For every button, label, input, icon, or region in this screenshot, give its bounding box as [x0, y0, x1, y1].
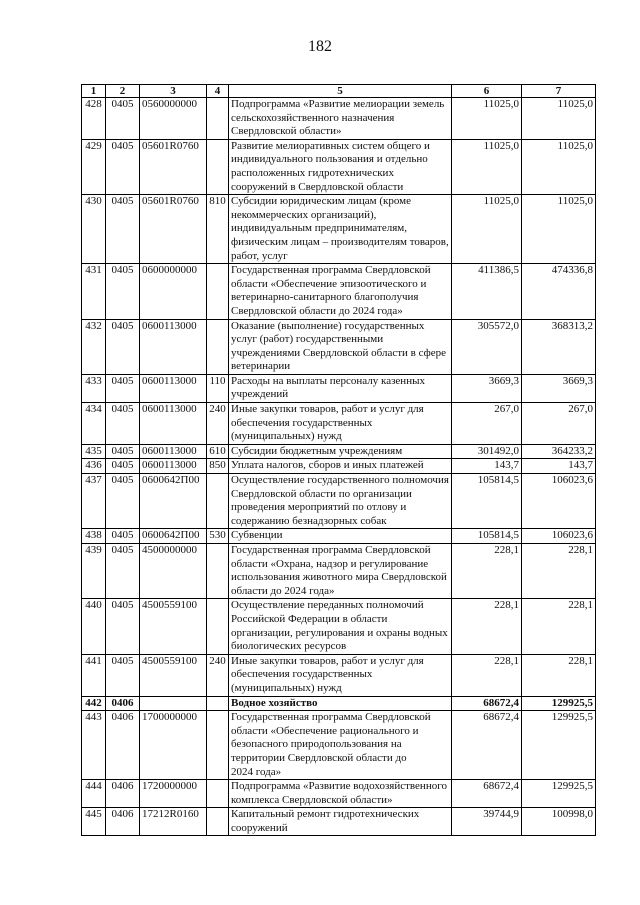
item-name-line: Уплата налогов, сборов и иных платежей — [231, 459, 424, 472]
table-row — [82, 808, 596, 836]
item-name-line: учреждений — [231, 388, 289, 401]
table-row — [82, 599, 596, 654]
row-number: 433 — [82, 374, 106, 402]
table-row — [82, 654, 596, 696]
expense-kind-code — [207, 711, 229, 780]
item-name-line: Субсидии бюджетным учреждениям — [231, 444, 403, 457]
item-name — [229, 459, 452, 474]
column-header: 7 — [522, 85, 596, 98]
target-article-code: 0600113000 — [140, 459, 207, 474]
item-name-line: физическим лицам – производителям товаров, — [231, 235, 449, 248]
column-header: 2 — [106, 85, 140, 98]
row-number: 440 — [82, 599, 106, 654]
column-header: 3 — [140, 85, 207, 98]
section-code: 0406 — [106, 780, 140, 808]
item-name-line: Субсидии юридическим лицам (кроме — [231, 195, 412, 208]
item-name-line: Государственная программа Свердловской — [231, 264, 431, 277]
expense-kind-code — [207, 808, 229, 836]
target-article-code: 4500559100 — [140, 654, 207, 696]
item-name-line: Государственная программа Свердловской — [231, 711, 431, 724]
item-name-line: биологических ресурсов — [231, 640, 347, 653]
amount-year-2: 106023,6 — [522, 529, 596, 544]
amount-year-2: 228,1 — [522, 654, 596, 696]
item-name-line: Российской Федерации в области — [231, 612, 388, 625]
table-row — [82, 319, 596, 374]
target-article-code: 0600113000 — [140, 374, 207, 402]
section-code: 0405 — [106, 459, 140, 474]
expense-kind-code — [207, 474, 229, 529]
expense-kind-code — [207, 98, 229, 140]
item-name — [229, 319, 452, 374]
amount-year-1: 68672,4 — [452, 696, 522, 711]
item-name-line: сооружений в Свердловской области — [231, 180, 404, 193]
table-row — [82, 195, 596, 264]
amount-year-1: 228,1 — [452, 599, 522, 654]
item-name-line: Подпрограмма «Развитие мелиорации земель — [231, 98, 445, 110]
item-name — [229, 444, 452, 459]
table-row — [82, 696, 596, 711]
amount-year-2: 11025,0 — [522, 98, 596, 140]
row-number: 438 — [82, 529, 106, 544]
amount-year-2: 3669,3 — [522, 374, 596, 402]
item-name-line: сооружений — [231, 821, 288, 834]
expense-kind-code: 610 — [207, 444, 229, 459]
item-name-line: (муниципальных) нужд — [231, 430, 342, 443]
item-name-line: 2024 года» — [231, 765, 282, 778]
item-name-line: проведения мероприятий по отлову и — [231, 501, 407, 514]
table-row — [82, 264, 596, 319]
table-row — [82, 544, 596, 599]
item-name — [229, 195, 452, 264]
expense-kind-code — [207, 139, 229, 194]
amount-year-1: 11025,0 — [452, 98, 522, 140]
amount-year-2: 228,1 — [522, 599, 596, 654]
item-name-line: области «Обеспечение рационального и — [231, 724, 419, 737]
row-number: 439 — [82, 544, 106, 599]
amount-year-2: 368313,2 — [522, 319, 596, 374]
item-name-line: Водное хозяйство — [231, 696, 318, 709]
expense-kind-code: 240 — [207, 403, 229, 445]
expense-kind-code — [207, 544, 229, 599]
table-row — [82, 374, 596, 402]
target-article-code: 0600642П00 — [140, 474, 207, 529]
expense-kind-code: 110 — [207, 374, 229, 402]
row-number: 435 — [82, 444, 106, 459]
table-row — [82, 474, 596, 529]
item-name-line: Подпрограмма «Развитие водохозяйственного — [231, 780, 447, 793]
column-header: 1 — [82, 85, 106, 98]
amount-year-1: 411386,5 — [452, 264, 522, 319]
amount-year-1: 68672,4 — [452, 711, 522, 780]
target-article-code — [140, 696, 207, 711]
amount-year-1: 305572,0 — [452, 319, 522, 374]
expense-kind-code — [207, 319, 229, 374]
item-name — [229, 599, 452, 654]
section-code: 0405 — [106, 474, 140, 529]
item-name-line: Оказание (выполнение) государственных — [231, 319, 425, 332]
row-number: 432 — [82, 319, 106, 374]
target-article-code: 1720000000 — [140, 780, 207, 808]
section-code: 0405 — [106, 319, 140, 374]
item-name — [229, 403, 452, 445]
expense-kind-code — [207, 696, 229, 711]
row-number: 445 — [82, 808, 106, 836]
amount-year-1: 39744,9 — [452, 808, 522, 836]
amount-year-2: 100998,0 — [522, 808, 596, 836]
amount-year-1: 3669,3 — [452, 374, 522, 402]
item-name-line: услуг (работ) государственными — [231, 333, 384, 346]
section-code: 0405 — [106, 374, 140, 402]
item-name-line: использования животного мира Свердловской — [231, 571, 447, 584]
section-code: 0405 — [106, 599, 140, 654]
expense-kind-code — [207, 264, 229, 319]
amount-year-2: 129925,5 — [522, 696, 596, 711]
item-name-line: Иные закупки товаров, работ и услуг для — [231, 403, 424, 416]
item-name — [229, 711, 452, 780]
amount-year-1: 228,1 — [452, 654, 522, 696]
section-code: 0406 — [106, 711, 140, 780]
amount-year-2: 11025,0 — [522, 139, 596, 194]
item-name-line: обеспечения государственных — [231, 416, 373, 429]
target-article-code: 0600113000 — [140, 319, 207, 374]
row-number: 428 — [82, 98, 106, 140]
amount-year-2: 143,7 — [522, 459, 596, 474]
row-number: 444 — [82, 780, 106, 808]
table-row — [82, 459, 596, 474]
expense-kind-code: 810 — [207, 195, 229, 264]
item-name — [229, 654, 452, 696]
target-article-code: 0600113000 — [140, 403, 207, 445]
row-number: 443 — [82, 711, 106, 780]
item-name-line: Субвенции — [231, 529, 283, 542]
section-code: 0405 — [106, 98, 140, 140]
table-row — [82, 403, 596, 445]
section-code: 0406 — [106, 808, 140, 836]
amount-year-1: 105814,5 — [452, 474, 522, 529]
section-code: 0405 — [106, 195, 140, 264]
item-name-line: ветеринарно-санитарного благополучия — [231, 291, 419, 304]
item-name — [229, 529, 452, 544]
expense-kind-code: 530 — [207, 529, 229, 544]
item-name-line: обеспечения государственных — [231, 668, 373, 681]
amount-year-1: 301492,0 — [452, 444, 522, 459]
section-code: 0405 — [106, 544, 140, 599]
item-name-line: расположенных гидротехнических — [231, 166, 394, 179]
item-name-line: Осуществление переданных полномочий — [231, 599, 424, 612]
item-name-line: безопасного природопользования на — [231, 738, 402, 751]
item-name-line: области «Охрана, надзор и регулирование — [231, 557, 429, 570]
item-name-line: (муниципальных) нужд — [231, 681, 342, 694]
item-name-line: Развитие мелиоративных систем общего и — [231, 139, 430, 152]
item-name-line: Капитальный ремонт гидротехнических — [231, 808, 420, 821]
item-name-line: Осуществление государственного полномочия — [231, 474, 449, 487]
section-code: 0405 — [106, 529, 140, 544]
amount-year-1: 143,7 — [452, 459, 522, 474]
table-row — [82, 780, 596, 808]
section-code: 0406 — [106, 696, 140, 711]
amount-year-1: 228,1 — [452, 544, 522, 599]
expense-kind-code: 240 — [207, 654, 229, 696]
item-name-line: ветеринарии — [231, 360, 291, 373]
item-name-line: учреждениями Свердловской области в сфере — [231, 346, 447, 359]
item-name-line: территории Свердловской области до — [231, 751, 407, 764]
row-number: 429 — [82, 139, 106, 194]
target-article-code: 17212R0160 — [140, 808, 207, 836]
item-name-line: сельскохозяйственного назначения — [231, 111, 395, 124]
item-name-line: комплекса Свердловской области» — [231, 793, 393, 806]
column-header: 4 — [207, 85, 229, 98]
item-name — [229, 696, 452, 711]
item-name-line: некоммерческих организаций), — [231, 208, 377, 221]
item-name-line: работ, услуг — [231, 249, 288, 262]
amount-year-2: 106023,6 — [522, 474, 596, 529]
row-number: 441 — [82, 654, 106, 696]
target-article-code: 1700000000 — [140, 711, 207, 780]
section-code: 0405 — [106, 654, 140, 696]
target-article-code: 4500000000 — [140, 544, 207, 599]
amount-year-2: 11025,0 — [522, 195, 596, 264]
amount-year-1: 11025,0 — [452, 139, 522, 194]
table-row — [82, 444, 596, 459]
section-code: 0405 — [106, 444, 140, 459]
item-name — [229, 264, 452, 319]
table-row — [82, 98, 596, 140]
row-number: 442 — [82, 696, 106, 711]
amount-year-1: 68672,4 — [452, 780, 522, 808]
row-number: 431 — [82, 264, 106, 319]
amount-year-1: 105814,5 — [452, 529, 522, 544]
page-number: 182 — [308, 38, 332, 55]
column-header: 6 — [452, 85, 522, 98]
budget-table — [81, 84, 596, 836]
table-header-row — [82, 85, 596, 98]
row-number: 437 — [82, 474, 106, 529]
table-row — [82, 529, 596, 544]
expense-kind-code: 850 — [207, 459, 229, 474]
section-code: 0405 — [106, 139, 140, 194]
amount-year-1: 267,0 — [452, 403, 522, 445]
item-name-line: Свердловской области по организации — [231, 487, 412, 500]
amount-year-2: 364233,2 — [522, 444, 596, 459]
column-header: 5 — [229, 85, 452, 98]
target-article-code: 4500559100 — [140, 599, 207, 654]
row-number: 436 — [82, 459, 106, 474]
target-article-code: 0600642П00 — [140, 529, 207, 544]
target-article-code: 0600000000 — [140, 264, 207, 319]
section-code: 0405 — [106, 403, 140, 445]
row-number: 430 — [82, 195, 106, 264]
item-name-line: области до 2024 года» — [231, 584, 335, 597]
target-article-code: 0600113000 — [140, 444, 207, 459]
item-name-line: Расходы на выплаты персоналу казенных — [231, 374, 425, 387]
amount-year-2: 267,0 — [522, 403, 596, 445]
item-name — [229, 374, 452, 402]
item-name-line: организации, регулирования и охраны водных — [231, 626, 448, 639]
item-name-line: содержанию безнадзорных собак — [231, 514, 387, 527]
amount-year-2: 474336,8 — [522, 264, 596, 319]
item-name-line: индивидуального пользования и отдельно — [231, 153, 428, 166]
row-number: 434 — [82, 403, 106, 445]
amount-year-1: 11025,0 — [452, 195, 522, 264]
table-row — [82, 139, 596, 194]
table-row — [82, 711, 596, 780]
section-code: 0405 — [106, 264, 140, 319]
item-name — [229, 139, 452, 194]
item-name-line: Государственная программа Свердловской — [231, 544, 431, 556]
target-article-code: 05601R0760 — [140, 195, 207, 264]
target-article-code: 0560000000 — [140, 98, 207, 140]
item-name — [229, 780, 452, 808]
item-name-line: Иные закупки товаров, работ и услуг для — [231, 654, 424, 667]
amount-year-2: 129925,5 — [522, 711, 596, 780]
item-name-line: Свердловской области» — [231, 125, 342, 138]
expense-kind-code — [207, 780, 229, 808]
item-name — [229, 474, 452, 529]
item-name-line: Свердловской области до 2024 года» — [231, 304, 403, 317]
item-name-line: области «Обеспечение эпизоотического и — [231, 277, 427, 290]
item-name — [229, 808, 452, 836]
amount-year-2: 228,1 — [522, 544, 596, 599]
amount-year-2: 129925,5 — [522, 780, 596, 808]
expense-kind-code — [207, 599, 229, 654]
target-article-code: 05601R0760 — [140, 139, 207, 194]
item-name — [229, 98, 452, 140]
item-name — [229, 544, 452, 599]
item-name-line: индивидуальным предпринимателям, — [231, 222, 407, 235]
